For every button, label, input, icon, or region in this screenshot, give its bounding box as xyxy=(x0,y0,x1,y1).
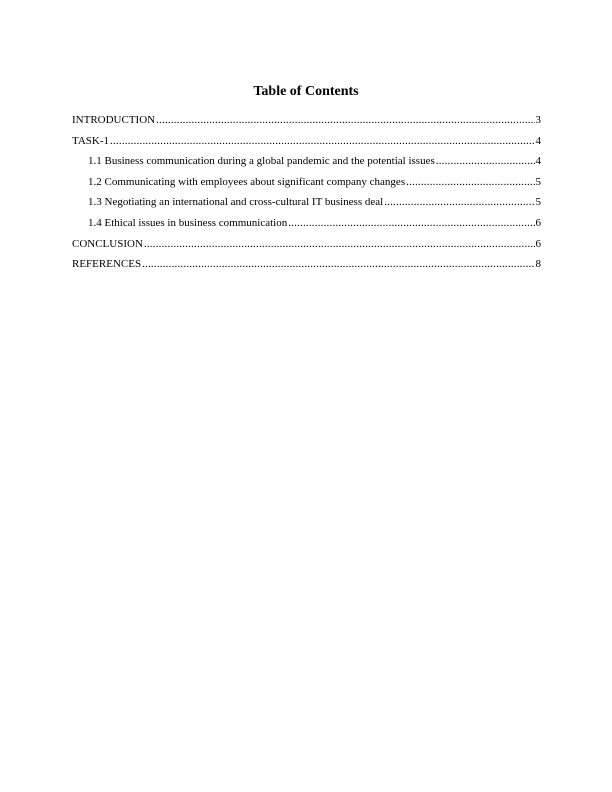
toc-entry-text: TASK-1 xyxy=(72,134,110,147)
toc-page-number: 6 xyxy=(535,216,541,229)
toc-entry-text: CONCLUSION xyxy=(72,237,143,250)
toc-entry-task-1[interactable] xyxy=(72,135,541,156)
toc-page-number: 3 xyxy=(535,114,541,126)
toc-entry-text: INTRODUCTION xyxy=(72,114,156,126)
toc-page-number: 8 xyxy=(535,258,541,271)
toc-page-number: 4 xyxy=(535,134,541,147)
toc-entry-1-4[interactable] xyxy=(72,217,541,238)
toc-page-number: 4 xyxy=(535,155,541,168)
toc-dot-leader xyxy=(288,217,534,230)
toc-dot-leader xyxy=(142,258,534,271)
toc-dot-leader xyxy=(384,196,534,209)
toc-dot-leader xyxy=(406,176,534,189)
toc-entry-references[interactable] xyxy=(72,258,541,279)
toc-dot-leader xyxy=(110,135,534,148)
toc-list xyxy=(72,114,541,279)
toc-dot-leader xyxy=(156,114,534,127)
toc-entry-1-1[interactable] xyxy=(72,155,541,176)
toc-entry-text: 1.2 Communicating with employees about significant company changes xyxy=(88,175,406,188)
toc-dot-leader xyxy=(436,155,535,168)
toc-entry-introduction[interactable] xyxy=(72,114,541,135)
toc-title: Table of Contents xyxy=(253,84,359,99)
toc-entry-text: 1.3 Negotiating an international and cross-cultural IT business deal xyxy=(88,196,384,209)
toc-entry-1-2[interactable] xyxy=(72,176,541,197)
toc-entry-conclusion[interactable] xyxy=(72,238,541,259)
toc-entry-text: 1.1 Business communication during a global pandemic and the potential issues xyxy=(88,155,435,168)
toc-page-number: 5 xyxy=(535,196,541,209)
toc-entry-1-3[interactable] xyxy=(72,196,541,217)
toc-entry-text: REFERENCES xyxy=(72,258,142,271)
toc-entry-text: 1.4 Ethical issues in business communication xyxy=(88,216,288,229)
toc-dot-leader xyxy=(144,238,535,251)
toc-page-number: 6 xyxy=(535,237,541,250)
toc-page-number: 5 xyxy=(535,175,541,188)
